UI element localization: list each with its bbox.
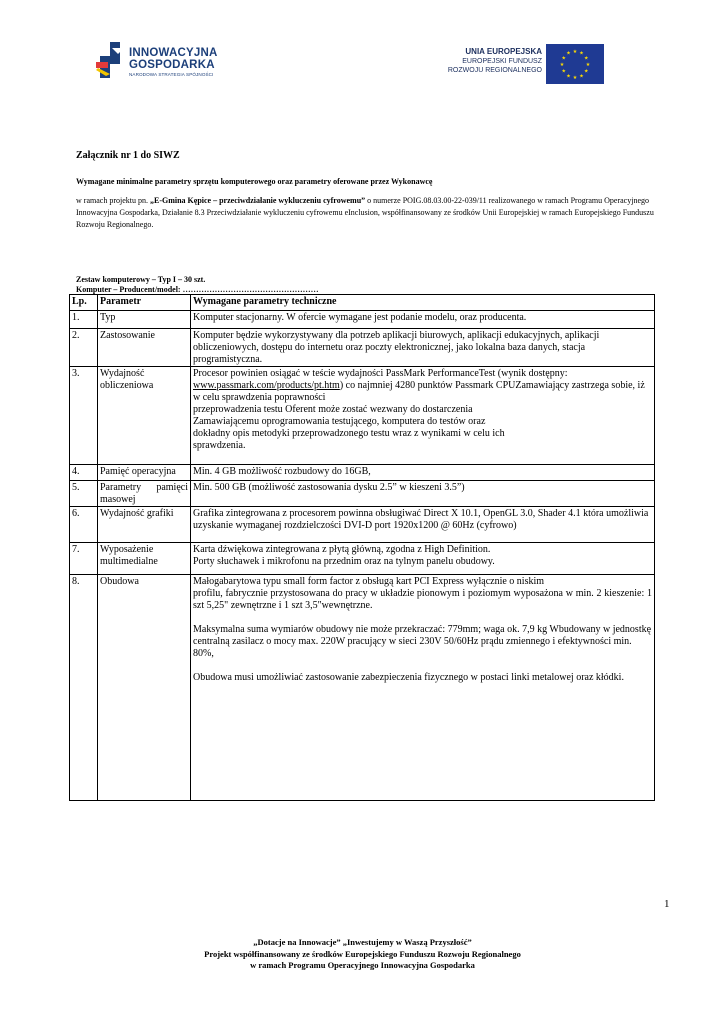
row-param: Parametry pamięci masowej bbox=[98, 481, 191, 507]
row-req: Min. 4 GB możliwość rozbudowy do 16GB, bbox=[191, 465, 655, 481]
spec-table bbox=[69, 294, 655, 801]
intro-post: o numerze POIG.08.03.00-22-039/11 realizowanego w ramach Programu Operacyjnego Innowacyjna Gospodarka, Działanie 8.3 Przeciwdziałanie wykluczeniu cyfrowemu eInclusion, współfinansowany ze środków Unii Europejskiej w ramach Europejskiego Funduszu Rozwoju Regionalnego. bbox=[76, 196, 654, 229]
row-req: Grafika zintegrowana z procesorem powinna obsługiwać Direct X 10.1, OpenGL 3.0, Shader 4.1 która umożliwia uzyskanie wymaganej rozdzielczości DVI-D port 1920x1200 @ 60Hz (cyfrowo) bbox=[191, 507, 655, 543]
footer-line1: „Dotacje na Innowacje” „Inwestujemy w Waszą Przyszłość” bbox=[253, 937, 472, 947]
footer-line2: Projekt współfinansowany ze środków Europejskiego Funduszu Rozwoju Regionalnego bbox=[204, 948, 521, 959]
req-line: Małogabarytowa typu small form factor z obsługą kart PCI Express wyłącznie o niskim bbox=[193, 576, 545, 587]
footer-line3: w ramach Programu Operacyjnego Innowacyjna Gospodarka bbox=[250, 960, 475, 970]
eu-flag-icon bbox=[546, 44, 604, 84]
ig-logo-line1: INNOWACYJNA bbox=[129, 47, 218, 59]
table-row bbox=[70, 311, 655, 329]
req-text-pre: Procesor powinien osiągać w teście wydajności PassMark PerformanceTest (wynik dostępny: bbox=[193, 368, 568, 379]
row-param: Wyposażenie multimedialne bbox=[98, 543, 191, 575]
ig-logo-mark-icon bbox=[96, 42, 124, 78]
svg-text:★: ★ bbox=[561, 55, 566, 62]
req-line: Obudowa musi umożliwiać zastosowanie zabezpieczenia fizycznego w postaci linki metalowej oraz kłódki. bbox=[193, 672, 624, 683]
req-line: Zamawiającemu oprogramowania testującego, komputera do testów oraz bbox=[193, 416, 486, 427]
row-param: Typ bbox=[98, 311, 191, 329]
spacer bbox=[193, 660, 652, 672]
set-description bbox=[76, 275, 319, 295]
req-line: sprawdzenia. bbox=[193, 440, 246, 451]
row-lp: 5. bbox=[70, 481, 98, 507]
row-req bbox=[191, 543, 655, 575]
table-row bbox=[70, 481, 655, 507]
intro-pre: w ramach projektu pn. bbox=[76, 196, 150, 205]
innowacyjna-gospodarka-logo bbox=[96, 42, 236, 86]
row-req: Min. 500 GB (możliwość zastosowania dysku 2.5” w kieszeni 3.5”) bbox=[191, 481, 655, 507]
svg-text:★: ★ bbox=[572, 49, 578, 55]
eu-logo-text bbox=[448, 47, 542, 75]
table-row bbox=[70, 367, 655, 465]
row-param: Obudowa bbox=[98, 575, 191, 801]
header-param: Parametr bbox=[98, 295, 191, 311]
table-row bbox=[70, 465, 655, 481]
eu-logo-line3: ROZWOJU REGIONALNEGO bbox=[447, 67, 542, 74]
eu-logo-line2: EUROPEJSKI FUNDUSZ bbox=[462, 58, 542, 65]
req-line: przeprowadzenia testu Oferent może zostać wezwany do dostarczenia bbox=[193, 404, 473, 415]
page-number: 1 bbox=[664, 898, 670, 910]
set-line2: Komputer – Producent/model: …………………………………………… bbox=[76, 285, 319, 294]
table-row bbox=[70, 507, 655, 543]
row-lp: 2. bbox=[70, 329, 98, 367]
document-title: Załącznik nr 1 do SIWZ bbox=[76, 150, 180, 161]
ig-logo-line2: GOSPODARKA bbox=[129, 59, 215, 71]
row-lp: 8. bbox=[70, 575, 98, 801]
intro-project-name: „E-Gmina Kępice – przeciwdziałanie wykluczeniu cyfrowemu” bbox=[149, 196, 366, 205]
req-line: profilu, fabrycznie przystosowana do pracy w układzie pionowym i poziomym wyposażona w min. 2 kieszenie: 1 szt 5,25" zewnętrzne i 1 szt 3,5"wewnętrzne. bbox=[193, 588, 652, 611]
svg-text:★: ★ bbox=[584, 55, 589, 62]
table-row bbox=[70, 575, 655, 801]
table-row bbox=[70, 543, 655, 575]
row-param: Pamięć operacyjna bbox=[98, 465, 191, 481]
req-line: Karta dźwiękowa zintegrowana z płytą główną, zgodna z High Definition. bbox=[193, 544, 491, 555]
req-line: dokładny opis metodyki przeprowadzonego testu wraz z wynikami w celu ich bbox=[193, 428, 505, 439]
row-req bbox=[191, 575, 655, 801]
svg-text:★: ★ bbox=[566, 50, 571, 57]
svg-text:★: ★ bbox=[566, 73, 571, 80]
row-lp: 7. bbox=[70, 543, 98, 575]
req-line: Porty słuchawek i mikrofonu na przednim oraz na tylnym panelu obudowy. bbox=[193, 556, 495, 567]
table-row bbox=[70, 329, 655, 367]
set-line1: Zestaw komputerowy – Typ I – 30 szt. bbox=[76, 275, 206, 284]
svg-text:★: ★ bbox=[561, 68, 566, 75]
svg-text:★: ★ bbox=[579, 50, 584, 57]
svg-text:★: ★ bbox=[579, 73, 584, 80]
ig-logo-line3: NARODOWA STRATEGIA SPÓJNOŚCI bbox=[129, 72, 214, 77]
header-req: Wymagane parametry techniczne bbox=[191, 295, 655, 311]
footer bbox=[0, 937, 725, 972]
row-req bbox=[191, 367, 655, 465]
req-line: Maksymalna suma wymiarów obudowy nie może przekraczać: 779mm; waga ok. 7,9 kg Wbudowany w jednostkę centralną zasilacz o mocy max. 220W pracujący w sieci 230V 50/60Hz prądu zmiennego i efektywności min. 80%, bbox=[193, 624, 652, 659]
row-lp: 6. bbox=[70, 507, 98, 543]
svg-text:★: ★ bbox=[585, 62, 591, 68]
table-header-row bbox=[70, 295, 655, 311]
svg-text:★: ★ bbox=[572, 75, 578, 81]
row-lp: 4. bbox=[70, 465, 98, 481]
passmark-link[interactable]: www.passmark.com/products/pt.htm bbox=[193, 380, 340, 391]
row-lp: 3. bbox=[70, 367, 98, 465]
row-req: Komputer będzie wykorzystywany dla potrzeb aplikacji biurowych, aplikacji edukacyjnych, aplikacji obliczeniowych, dostępu do internetu oraz poczty elektronicznej, jako lokalna baza danych, stacja programistyczna. bbox=[191, 329, 655, 367]
row-param: Wydajność obliczeniowa bbox=[98, 367, 191, 465]
row-param: Zastosowanie bbox=[98, 329, 191, 367]
req-text-post: ) co najmniej 4280 punktów Passmark CPUZamawiający zastrzega sobie, iż w celu sprawdzenia poprawności bbox=[193, 380, 645, 403]
document-subtitle: Wymagane minimalne parametry sprzętu komputerowego oraz parametry oferowane przez Wykonawcę bbox=[76, 177, 433, 186]
header-lp: Lp. bbox=[70, 295, 98, 311]
row-lp: 1. bbox=[70, 311, 98, 329]
svg-text:★: ★ bbox=[559, 62, 565, 68]
eu-logo bbox=[447, 44, 604, 86]
row-req: Komputer stacjonarny. W ofercie wymagane jest podanie modelu, oraz producenta. bbox=[191, 311, 655, 329]
spacer bbox=[193, 612, 652, 624]
svg-text:★: ★ bbox=[584, 68, 589, 75]
intro-paragraph bbox=[76, 195, 661, 231]
eu-logo-line1: UNIA EUROPEJSKA bbox=[465, 47, 542, 56]
row-param: Wydajność grafiki bbox=[98, 507, 191, 543]
